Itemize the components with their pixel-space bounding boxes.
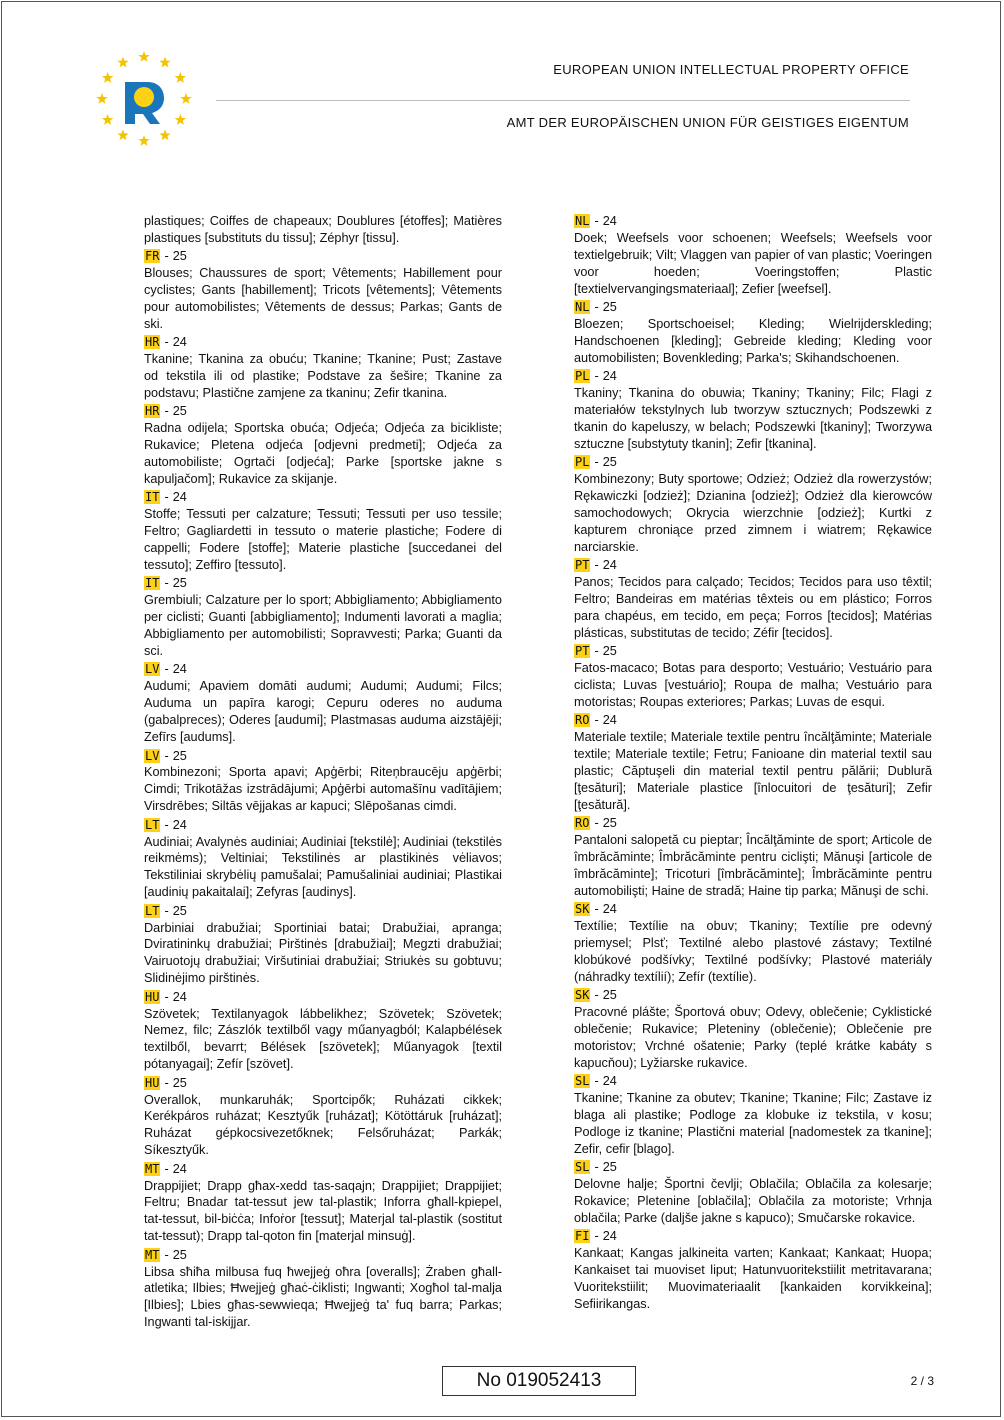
language-code-badge: HU (145, 1075, 160, 1090)
language-heading (144, 403, 502, 420)
nice-class-number: 25 (602, 300, 617, 315)
nice-class-number: 24 (172, 817, 187, 832)
separator: - (594, 214, 599, 228)
nice-class-number: 24 (602, 902, 617, 917)
goods-description: Radna odijela; Sportska obuća; Odjeća; Odjeća za bicikliste; Rukavice; Pletena odjeća [odjevni predmeti]; Odjeća za automobiliste; Ogrtači [odjeća]; Parke [sportske jakne s kapuljačom]; Rukavice za skijanje. (144, 421, 502, 487)
separator: - (164, 1075, 169, 1090)
language-code-badge: SK (575, 902, 590, 917)
language-code-badge: RO (575, 816, 590, 831)
star-icon (159, 129, 170, 140)
language-heading (574, 1228, 932, 1245)
separator: - (594, 644, 599, 659)
separator: - (164, 404, 169, 419)
language-code-badge: LT (145, 817, 160, 832)
r-mark-icon (125, 82, 164, 124)
nice-class-number: 24 (172, 1161, 187, 1176)
office-name-german: AMT DER EUROPÄISCHEN UNION FÜR GEISTIGES EIGENTUM (506, 115, 909, 130)
nice-class-number: 25 (172, 576, 187, 591)
goods-description: Panos; Tecidos para calçado; Tecidos; Tecidos para uso têxtil; Feltro; Bandeiras em matérias têxteis ou em plástico; Forros para chapéus, em tecido, em peça; Forros [tecidos]; Matérias plásticas, substitutas de tecido; Zéfir [tecidos]. (574, 574, 932, 640)
goods-description: Tkanine; Tkanine za obutev; Tkanine; Tkanine; Filc; Zastave iz blaga ali plastike; Podloge za klobuke iz tekstila, v kosu; Podloge iz tkanine; Plastični material [nadomestek za tkanine]; Zefir, cefir [blago]. (574, 1091, 932, 1156)
separator: - (164, 748, 169, 763)
language-heading (144, 1161, 502, 1178)
language-code-badge: HU (145, 989, 160, 1004)
language-code-badge: NL (575, 300, 590, 315)
separator: - (594, 1160, 599, 1175)
star-icon (138, 135, 149, 146)
language-heading (574, 557, 932, 574)
separator: - (594, 902, 599, 917)
nice-class-number: 25 (172, 1075, 187, 1090)
registration-number-box: No 019052413 (442, 1366, 636, 1396)
language-code-badge: NL (575, 214, 590, 228)
language-heading (574, 1159, 932, 1176)
separator: - (164, 335, 169, 350)
goods-description: Tkanine; Tkanina za obuću; Tkanine; Tkanine; Pust; Zastave od tekstila ili od plastike; Podstave za šešire; Tkanine za podstavu; Plastične zamjene za tkaninu; Zefir tkanina. (144, 352, 502, 401)
goods-description: Drappijiet; Drapp għax-xedd tas-saqajn; Drappijiet; Drappijiet; Feltru; Bnadar tat-tessut jew tal-plastik; Inforra għall-kpiepel, tat-tessut, bil-biċċa; Infoṙor [tessut]; Materjal tal-plastik (sostitut tat-tessut); Drapp tal-qoton fin [materjal minsuġ]. (144, 1178, 502, 1244)
nice-class-number: 24 (602, 713, 617, 728)
goods-description: Szövetek; Textilanyagok lábbelikhez; Szövetek; Szövetek; Nemez, filc; Zászlók textilből vagy műanyagból; Kalapbélések textilből, bevarrt; Bélések [szövetek]; Műanyagok [textil pótanyagai]; Zefír [szövet]. (144, 1006, 502, 1072)
separator: - (594, 369, 599, 384)
language-code-badge: FI (575, 1229, 590, 1244)
goods-list-right-column (574, 213, 932, 1314)
nice-class-number: 24 (602, 369, 617, 384)
nice-class-number: 24 (172, 662, 187, 677)
separator: - (164, 576, 169, 591)
separator: - (594, 300, 599, 315)
language-heading (574, 901, 932, 918)
language-heading (144, 248, 502, 265)
nice-class-number: 24 (602, 214, 617, 228)
goods-description: Textílie; Textílie na obuv; Tkaniny; Textílie pre odevný priemysel; Plsť; Textilné alebo plastové zástavy; Textilné klobúkové podšívky; Textilné podšívky; Plastové materiály (náhradky textílií); Zefír (textílie). (574, 919, 932, 984)
page-number: 2 / 3 (910, 1374, 934, 1388)
language-code-badge: PT (575, 558, 590, 573)
goods-description: Darbiniai drabužiai; Sportiniai batai; Drabužiai, apranga; Dviratininkų drabužiai; Pirštinės [drabužiai]; Megzti drabužiai; Vairuotojų drabužiai; Viršutiniai drabužiai; Striukės su gobtuvu; Slidinėjimo pirštinės. (144, 920, 502, 986)
nice-class-number: 25 (602, 988, 617, 1003)
separator: - (594, 558, 599, 573)
language-code-badge: RO (575, 713, 590, 728)
star-icon (175, 72, 186, 83)
nice-class-number: 25 (602, 816, 617, 831)
language-heading (574, 712, 932, 729)
language-heading (144, 748, 502, 765)
language-code-badge: MT (145, 1161, 160, 1176)
euipo-logo (94, 49, 194, 149)
goods-description: Tkaniny; Tkanina do obuwia; Tkaniny; Tkaniny; Filc; Flagi z materiałów tekstylnych lub tworzyw sztucznych; Podszewki z tkanin do kapeluszy, w belach; Podszewki [tkaniny]; Tworzywa sztuczne [substytuty tkanin]; Zefir [tkanina]. (574, 386, 932, 451)
separator: - (164, 490, 169, 505)
nice-class-number: 24 (602, 1074, 617, 1089)
goods-description: Doek; Weefsels voor schoenen; Weefsels; Weefsels voor textielgebruik; Vilt; Vlaggen van papier of van plastic; Voeringen voor hoeden; Voeringstoffen; Plastic [textielvervangingsmateriaal]; Zefier [weefsel]. (574, 230, 932, 296)
language-code-badge: LT (145, 903, 160, 918)
language-heading (144, 989, 502, 1006)
language-heading (144, 817, 502, 834)
language-heading (574, 368, 932, 385)
separator: - (164, 1247, 169, 1262)
language-heading (144, 489, 502, 506)
office-name-english: EUROPEAN UNION INTELLECTUAL PROPERTY OFFICE (553, 62, 909, 77)
star-icon (175, 114, 186, 125)
language-code-badge: MT (145, 1247, 160, 1262)
language-heading (574, 815, 932, 832)
language-heading (144, 1075, 502, 1092)
goods-description: Audumi; Apaviem domāti audumi; Audumi; Audumi; Filcs; Auduma un papīra karogi; Cepuru oderes no auduma (gabalpreces); Oderes [audumi]; Plastmasas auduma aizstājēji; Zefīrs [audums]. (144, 679, 502, 745)
language-heading (574, 987, 932, 1004)
nice-class-number: 25 (172, 404, 187, 419)
language-code-badge: SL (575, 1074, 590, 1089)
separator: - (594, 988, 599, 1003)
language-code-badge: SL (575, 1160, 590, 1175)
star-icon (96, 93, 107, 104)
star-icon (180, 93, 191, 104)
separator: - (164, 989, 169, 1004)
language-code-badge: LV (145, 748, 160, 763)
separator: - (164, 817, 169, 832)
nice-class-number: 24 (172, 335, 187, 350)
goods-description: Blouses; Chaussures de sport; Vêtements; Habillement pour cyclistes; Gants [habillement]; Tricots [vêtements]; Vêtements pour automobilistes; Vêtements de dessus; Parkas; Gants de ski. (144, 266, 502, 331)
star-icon (102, 114, 113, 125)
language-heading (574, 299, 932, 316)
nice-class-number: 24 (602, 558, 617, 573)
language-heading (574, 1073, 932, 1090)
goods-description: Materiale textile; Materiale textile pentru încălţăminte; Materiale textile; Materiale textile; Fetru; Fanioane din material textil sau plastic; Căptuşeli din material textil pentru pălării; Dublură [ţesături]; Materiale plastice [înlocuitori de ţesături]; Zefir [ţesătură]. (574, 730, 932, 812)
language-heading (144, 575, 502, 592)
nice-class-number: 25 (172, 1247, 187, 1262)
goods-description: Kombinezoni; Sporta apavi; Apģērbi; Riteņbraucēju apģērbi; Cimdi; Trikotāžas izstrādājumi; Apģērbi automašīnu vadītājiem; Virsdrēbes; Siltās vējjakas ar kapuci; Slēpošanas cimdi. (144, 765, 502, 814)
language-heading (574, 213, 932, 230)
language-heading (144, 1247, 502, 1264)
language-code-badge: SK (575, 988, 590, 1003)
language-code-badge: FR (145, 249, 160, 264)
separator: - (594, 1074, 599, 1089)
goods-description: Bloezen; Sportschoeisel; Kleding; Wielrijderskleding; Handschoenen [kleding]; Gebreide kleding; Kleding voor automobilisten; Bovenkleding; Parka's; Skihandschoenen. (574, 316, 932, 365)
separator: - (164, 1161, 169, 1176)
nice-class-number: 25 (602, 1160, 617, 1175)
separator: - (594, 1229, 599, 1244)
nice-class-number: 24 (172, 989, 187, 1004)
star-icon (138, 51, 149, 62)
language-code-badge: PL (575, 455, 590, 470)
star-icon (117, 57, 128, 68)
language-code-badge: IT (145, 576, 160, 591)
language-code-badge: HR (145, 335, 160, 350)
nice-class-number: 25 (602, 455, 617, 470)
nice-class-number: 25 (172, 748, 187, 763)
nice-class-number: 24 (172, 490, 187, 505)
goods-description: Pantaloni salopetă cu pieptar; Încălţăminte de sport; Articole de îmbrăcăminte; Îmbrăcăminte pentru ciclişti; Mănuşi [articole de îmbrăcăminte]; Tricoturi [îmbrăcăminte]; Îmbrăcăminte pentru automobilişti; Haine de stradă; Haine tip parka; Mănuşi de schi. (574, 833, 932, 898)
goods-description: Pracovné plášte; Športová obuv; Odevy, oblečenie; Cyklistické oblečenie; Rukavice; Pleteniny (oblečenie); Oblečenie pre motoristov; Vrchné ošatenie; Parky (teplé krátke kabáty s kapucňou); Lyžiarske rukavice. (574, 1005, 932, 1070)
goods-description: Kankaat; Kangas jalkineita varten; Kankaat; Kankaat; Huopa; Kankaiset tai muoviset liput; Hatunvuoritekstiilit metritavarana; Vuoritekstiilit; Muovimateriaalit [kankaiden korvikkeina]; Sefiirikangas. (574, 1246, 932, 1311)
language-code-badge: LV (145, 662, 160, 677)
star-icon (159, 57, 170, 68)
separator: - (594, 713, 599, 728)
language-code-badge: PT (575, 644, 590, 659)
separator: - (594, 455, 599, 470)
nice-class-number: 24 (602, 1229, 617, 1244)
nice-class-number: 25 (172, 903, 187, 918)
nice-class-number: 25 (602, 644, 617, 659)
goods-list-left-column (144, 213, 502, 1333)
language-heading (144, 661, 502, 678)
separator: - (164, 903, 169, 918)
separator: - (164, 249, 169, 264)
separator: - (164, 662, 169, 677)
goods-description: Kombinezony; Buty sportowe; Odzież; Odzież dla rowerzystów; Rękawiczki [odzież]; Dzianina [odzież]; Odzież dla kierowców samochodowych; Okrycia wierzchnie [odzież]; Kurtki z kapturem chroniące przed zimnem i wiatrem; Rękawice narciarskie. (574, 472, 932, 554)
goods-description: Libsa sħiħa milbusa fuq ħwejjeġ oħra [overalls]; Żraben għall-atletika; Ilbies; Ħwejjeġ għaċ-ċiklisti; Ingwanti; Xogħol tal-malja [Ilbies]; Lbies għas-sewwieqa; Ħwejjeġ ta' fuq barra; Parkas; Ingwanti tal-iskijjar. (144, 1264, 502, 1330)
goods-description: Overallok, munkaruhák; Sportcipők; Ruházati cikkek; Kerékpáros ruházat; Kesztyűk [ruházat]; Kötöttáruk [ruházat]; Ruházat gépkocsivezetőknek; Felsőruházat; Parkák; Síkesztyűk. (144, 1092, 502, 1158)
nice-class-number: 25 (172, 249, 187, 264)
separator: - (594, 816, 599, 831)
goods-description: Stoffe; Tessuti per calzature; Tessuti; Tessuti per uso tessile; Feltro; Gagliardetti in tessuto o materie plastiche; Fodere di cappelli; Fodere [stoffe]; Materie plastiche [succedanei del tessuto]; Zeffiro [tessuto]. (144, 507, 502, 573)
goods-description: plastiques; Coiffes de chapeaux; Doublures [étoffes]; Matières plastiques [substituts du tissu]; Zéphyr [tissu]. (144, 214, 502, 245)
star-icon (102, 72, 113, 83)
language-heading (574, 643, 932, 660)
language-heading (144, 903, 502, 920)
language-code-badge: IT (145, 490, 160, 505)
language-heading (144, 334, 502, 351)
language-code-badge: PL (575, 369, 590, 384)
header-divider (216, 100, 910, 101)
language-heading (574, 454, 932, 471)
star-icon (117, 129, 128, 140)
goods-description: Fatos-macaco; Botas para desporto; Vestuário; Vestuário para ciclista; Luvas [vestuário]; Roupa de malha; Vestuário para motoristas; Roupas exteriores; Parkas; Luvas de esqui. (574, 660, 932, 709)
goods-description: Delovne halje; Športni čevlji; Oblačila; Oblačila za kolesarje; Rokavice; Pletenine [oblačila]; Oblačila za motoriste; Vrhnja oblačila; Parke (daljše jakne s kapuco); Smučarske rokavice. (574, 1177, 932, 1225)
goods-description: Audiniai; Avalynės audiniai; Audiniai [tekstilė]; Audiniai (tekstilės reikmėms); Veltiniai; Tekstilinės ar plastikinės vėliavos; Tekstiliniai skrybėlių pamušalai; Pamušaliniai audiniai; Plastikai [audinių pakaitalai]; Zefyras [audinys]. (144, 834, 502, 900)
language-code-badge: HR (145, 404, 160, 419)
goods-description: Grembiuli; Calzature per lo sport; Abbigliamento; Abbigliamento per ciclisti; Guanti [abbigliamento]; Indumenti lavorati a maglia; Abbigliamento per automobilisti; Sopravvesti; Parka; Guanti da sci. (144, 593, 502, 659)
